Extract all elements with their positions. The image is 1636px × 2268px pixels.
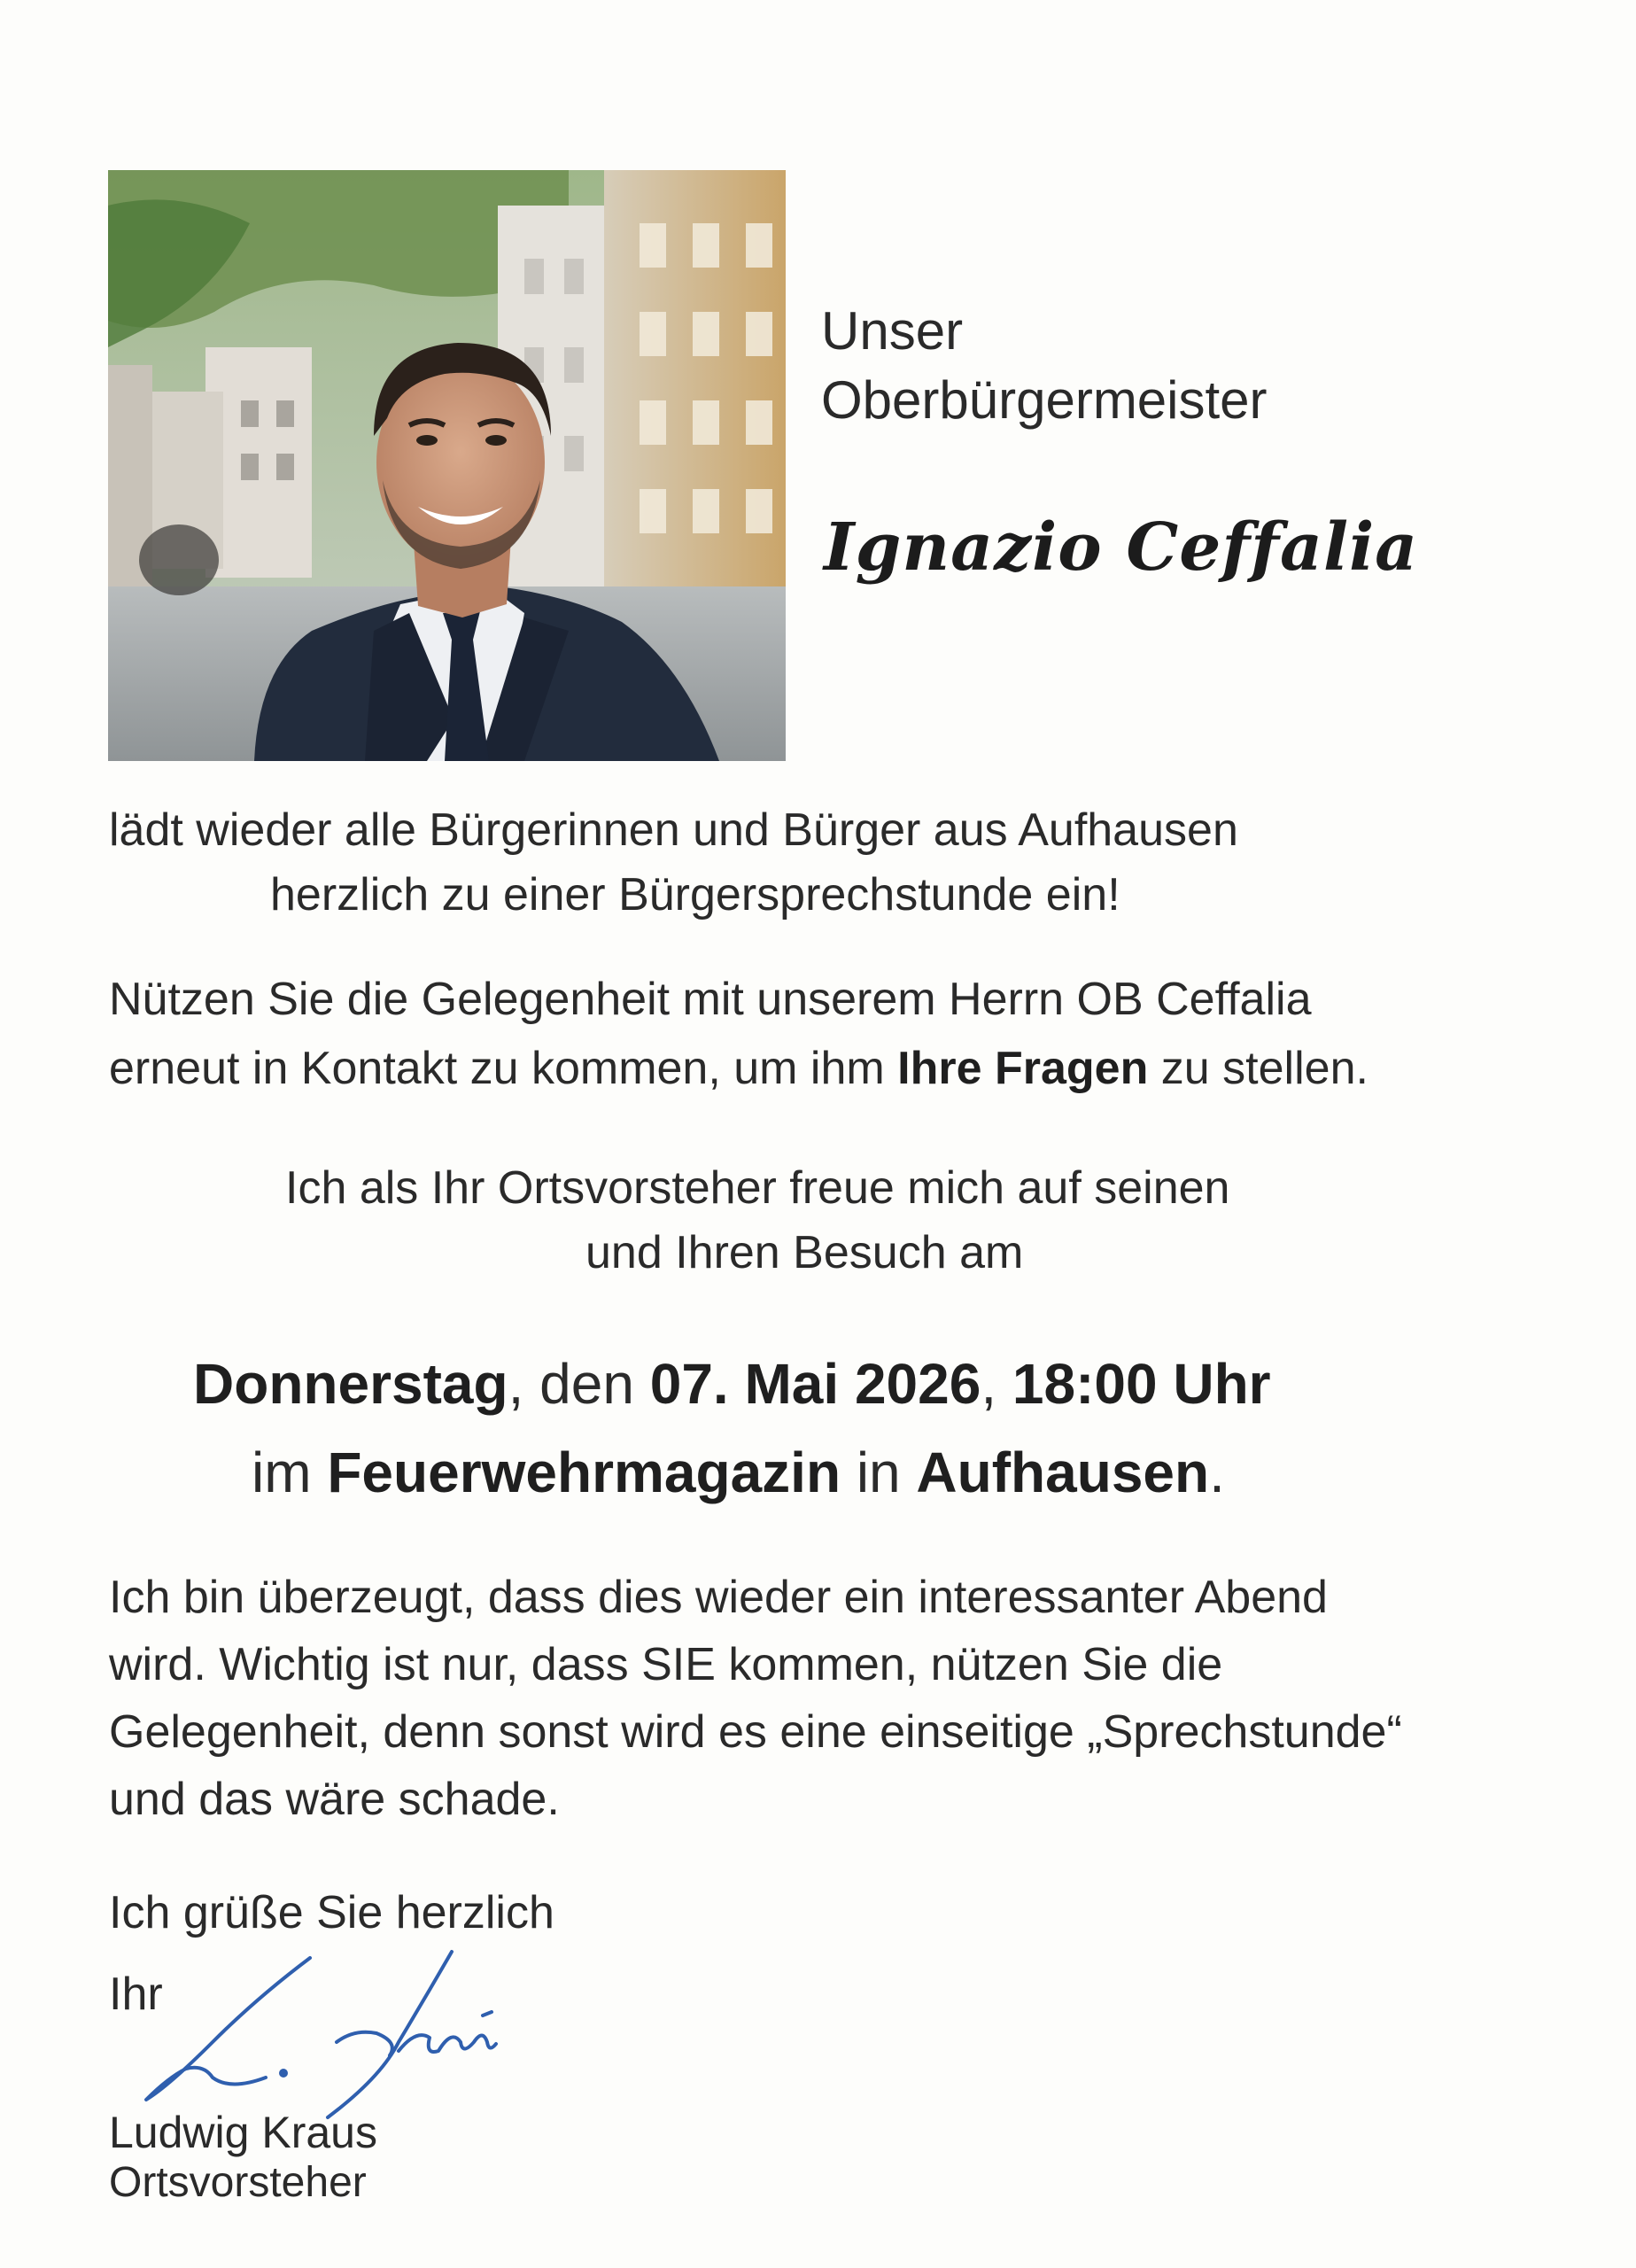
opportunity-highlight: Ihre Fragen <box>897 1043 1149 1094</box>
closing-line3: Gelegenheit, denn sonst wird es eine einseitige „Sprechstunde“ <box>109 1706 1402 1758</box>
event-venue: Feuerwehrmagazin <box>327 1441 841 1504</box>
event-venue-line <box>252 1441 1225 1504</box>
opportunity-line2 <box>109 1043 1369 1094</box>
closing-line4: und das wäre schade. <box>109 1774 560 1825</box>
invite-line1: lädt wieder alle Bürgerinnen und Bürger aus Aufhausen <box>109 804 1238 856</box>
header-line2: Oberbürgermeister <box>821 370 1268 430</box>
welcome-line1: Ich als Ihr Ortsvorsteher freue mich auf seinen <box>285 1162 1230 1214</box>
header-text <box>821 297 1268 435</box>
greeting: Ich grüße Sie herzlich <box>109 1887 554 1938</box>
portrait-photo-icon <box>108 170 786 761</box>
opportunity-line2-post: zu stellen. <box>1148 1043 1369 1094</box>
opportunity-line1: Nützen Sie die Gelegenheit mit unserem Herrn OB Ceffalia <box>109 974 1312 1025</box>
event-im: im <box>252 1441 328 1504</box>
signature <box>133 1945 523 2126</box>
mayor-name: Ignazio Ceffalia <box>824 509 1419 586</box>
closing-line2: wird. Wichtig ist nur, dass SIE kommen, nützen Sie die <box>109 1639 1223 1690</box>
portrait-photo <box>108 170 786 761</box>
event-date-line <box>193 1352 1271 1416</box>
event-in: in <box>841 1441 917 1504</box>
signer-name: Ludwig Kraus <box>109 2108 377 2157</box>
signature-icon <box>133 1945 523 2126</box>
header-line1: Unser <box>821 301 964 361</box>
event-place: Aufhausen <box>916 1441 1210 1504</box>
event-comma: , <box>981 1352 1012 1416</box>
event-time: 18:00 Uhr <box>1012 1352 1271 1416</box>
invite-line2: herzlich zu einer Bürgersprechstunde ein! <box>270 869 1120 920</box>
event-weekday: Donnerstag <box>193 1352 508 1416</box>
closing-line1: Ich bin überzeugt, dass dies wieder ein interessanter Abend <box>109 1572 1328 1623</box>
event-den: , den <box>508 1352 650 1416</box>
welcome-line2: und Ihren Besuch am <box>585 1227 1024 1278</box>
event-date: 07. Mai 2026 <box>649 1352 981 1416</box>
ihr-label: Ihr <box>109 1969 163 2020</box>
event-period: . <box>1209 1441 1225 1504</box>
opportunity-line2-pre: erneut in Kontakt zu kommen, um ihm <box>109 1043 898 1094</box>
signer-role: Ortsvorsteher <box>109 2159 367 2206</box>
